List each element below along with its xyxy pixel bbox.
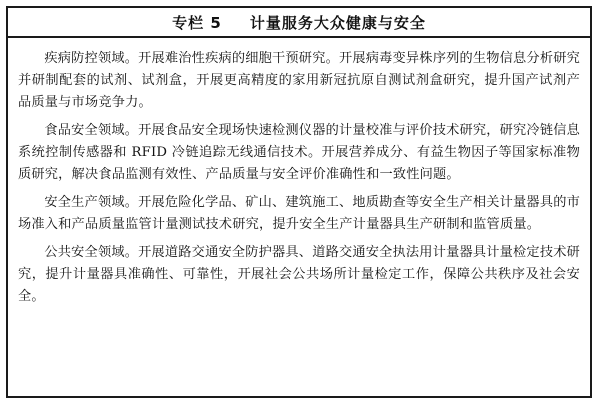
paragraph-text: 开展难治性疾病的细胞干预研究。开展病毒变异株序列的生物信息分析研究并研制配套的试剂、试剂盒，开展更高精度的家用新冠抗原自测试剂盒研究，提升国产试剂产品质量与市场竞争力。 (18, 51, 580, 110)
column-box (6, 6, 592, 398)
paragraph-public-safety (18, 242, 580, 308)
paragraph-production-safety (18, 192, 580, 236)
column-number: 专栏 5 (172, 13, 222, 32)
paragraph-disease-control (18, 48, 580, 114)
paragraph-lead: 安全生产领域。 (44, 195, 139, 210)
column-content (8, 38, 590, 308)
paragraph-lead: 食品安全领域。 (44, 123, 139, 138)
paragraph-text: 开展道路交通安全防护器具、道路交通安全执法用计量器具计量检定技术研究，提升计量器具准确性、可靠性，开展社会公共场所计量检定工作，保障公共秩序及社会安全。 (18, 245, 580, 304)
column-header (8, 8, 590, 38)
paragraph-text: 开展食品安全现场快速检测仪器的计量校准与评价技术研究，研究冷链信息系统控制传感器和 RFID 冷链追踪无线通信技术。开展营养成分、有益生物因子等国家标准物质研究，解决食品监测有效性、产品质量与安全评价准确性和一致性问题。 (18, 123, 580, 182)
column-title: 计量服务大众健康与安全 (249, 13, 426, 32)
paragraph-lead: 公共安全领域。 (44, 245, 139, 260)
paragraph-text: 开展危险化学品、矿山、建筑施工、地质勘查等安全生产相关计量器具的市场准入和产品质量监管计量测试技术研究，提升安全生产计量器具生产研制和监管质量。 (18, 195, 580, 232)
paragraph-food-safety (18, 120, 580, 186)
paragraph-lead: 疾病防控领域。 (44, 51, 139, 66)
